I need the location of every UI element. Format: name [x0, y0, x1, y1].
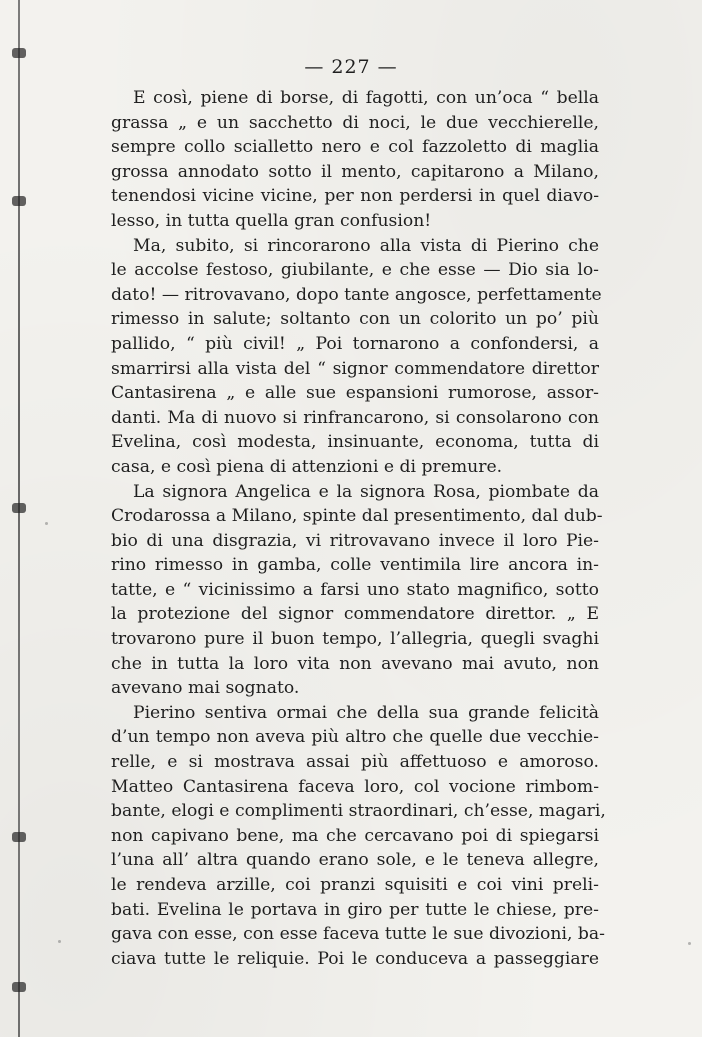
- text-line: rimesso in salute; soltanto con un colorito un po’ più: [111, 309, 599, 330]
- text-line: dato! — ritrovavano, dopo tante angosce, perfettamente: [111, 284, 602, 305]
- text-line: tatte, e “ vicinissimo a farsi uno stato magnifico, sotto: [111, 579, 599, 600]
- text-line: la protezione del signor commendatore direttor. „ E: [111, 604, 599, 625]
- paper-speck: [45, 522, 48, 525]
- text-line: che in tutta la loro vita non avevano mai avuto, non: [111, 653, 599, 674]
- binding-mark: [12, 196, 26, 206]
- text-line: ciava tutte le reliquie. Poi le conduceva a passeggiare: [111, 948, 599, 969]
- text-line: grossa annodato sotto il mento, capitarono a Milano,: [111, 161, 599, 182]
- text-line: Evelina, così modesta, insinuante, economa, tutta di: [111, 432, 599, 453]
- text-line: bante, elogi e complimenti straordinari, ch’esse, magari,: [111, 801, 606, 822]
- text-line: bati. Evelina le portava in giro per tutte le chiese, pre-: [111, 899, 599, 920]
- paper-speck: [688, 942, 691, 945]
- binding-mark: [12, 832, 26, 842]
- text-line: danti. Ma di nuovo si rinfrancarono, si consolarono con: [111, 407, 599, 428]
- text-line: bio di una disgrazia, vi ritrovavano invece il loro Pie-: [111, 530, 599, 551]
- text-line: Ma, subito, si rincorarono alla vista di Pierino che: [133, 235, 599, 256]
- text-line: relle, e si mostrava assai più affettuoso e amoroso.: [111, 752, 599, 773]
- text-line: Matteo Cantasirena faceva loro, col vocione rimbom-: [111, 776, 599, 797]
- text-line: avevano mai sognato.: [111, 678, 300, 699]
- binding-edge: [18, 0, 20, 1037]
- text-line: Cantasirena „ e alle sue espansioni rumorose, assor-: [111, 383, 599, 404]
- text-line: pallido, “ più civil! „ Poi tornarono a confondersi, a: [111, 333, 599, 354]
- text-line: le rendeva arzille, coi pranzi squisiti e coi vini preli-: [111, 875, 599, 895]
- text-line: La signora Angelica e la signora Rosa, piombate da: [133, 481, 599, 502]
- text-line: casa, e così piena di attenzioni e di premure.: [111, 456, 503, 477]
- text-line: sempre collo scialletto nero e col fazzoletto di maglia: [111, 137, 599, 158]
- paper-speck: [58, 940, 61, 943]
- text-line: non capivano bene, ma che cercavano poi di spiegarsi: [111, 825, 599, 846]
- text-line: E così, piene di borse, di fagotti, con un’oca “ bella: [133, 88, 599, 108]
- binding-mark: [12, 982, 26, 992]
- binding-mark: [12, 503, 26, 513]
- text-line: gava con esse, con esse faceva tutte le sue divozioni, ba-: [111, 924, 605, 945]
- page-number: — 227 —: [304, 56, 398, 78]
- body-text: [111, 86, 606, 971]
- text-line: lesso, in tutta quella gran confusion!: [111, 210, 432, 231]
- text-line: l’una all’ altra quando erano sole, e le teneva allegre,: [111, 850, 599, 871]
- text-line: tenendosi vicine vicine, per non perdersi in quel diavo-: [111, 186, 599, 207]
- text-line: Crodarossa a Milano, spinte dal presentimento, dal dub-: [111, 506, 603, 527]
- text-line: grassa „ e un sacchetto di noci, le due vecchierelle,: [111, 112, 599, 133]
- text-line: trovarono pure il buon tempo, l’allegria, quegli svaghi: [111, 629, 599, 650]
- text-line: rino rimesso in gamba, colle ventimila lire ancora in-: [111, 555, 599, 576]
- text-line: d’un tempo non aveva più altro che quelle due vecchie-: [111, 727, 599, 748]
- text-line: le accolse festoso, giubilante, e che esse — Dio sia lo-: [111, 260, 599, 281]
- text-line: Pierino sentiva ormai che della sua grande felicità: [133, 702, 599, 723]
- text-line: smarrirsi alla vista del “ signor commendatore direttor: [111, 358, 599, 379]
